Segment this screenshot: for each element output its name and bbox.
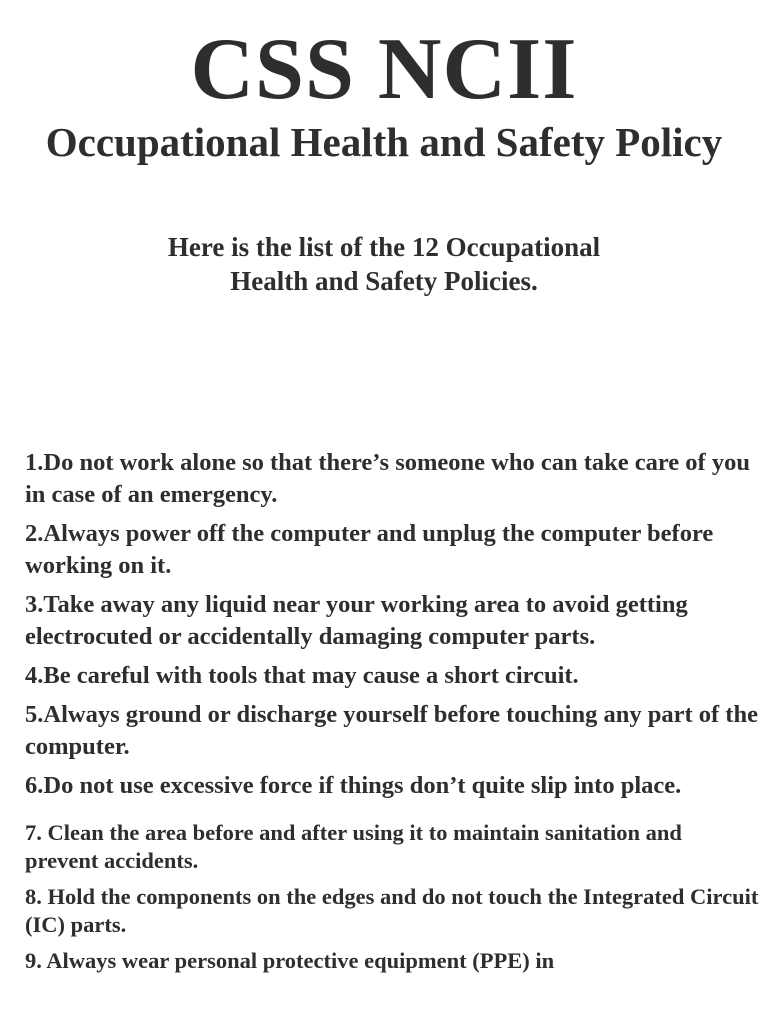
policy-item-5: 5.Always ground or discharge yourself before touching any part of the computer. [25, 701, 758, 760]
intro-text [84, 230, 684, 298]
document-subtitle: Occupational Health and Safety Policy [45, 119, 723, 165]
intro-line-1: Here is the list of the 12 Occupational [167, 232, 601, 262]
policy-item-6: 6.Do not use excessive force if things don’t quite slip into place. [25, 772, 682, 799]
policy-item-9: 9. Always wear personal protective equipment (PPE) in [25, 948, 555, 973]
policy-item-1: 1.Do not work alone so that there’s someone who can take care of you in case of an emergency. [25, 449, 750, 508]
intro-line-2: Health and Safety Policies. [230, 266, 538, 296]
document-title: CSS NCII [190, 21, 578, 118]
policy-list [25, 447, 760, 983]
policy-item-2: 2.Always power off the computer and unplug the computer before working on it. [25, 520, 714, 579]
policy-item-4: 4.Be careful with tools that may cause a short circuit. [25, 662, 579, 689]
policy-item-3: 3.Take away any liquid near your working area to avoid getting electrocuted or accidentally damaging computer parts. [25, 591, 688, 650]
policy-item-7: 7. Clean the area before and after using it to maintain sanitation and prevent accidents. [25, 820, 682, 873]
policy-item-8: 8. Hold the components on the edges and do not touch the Integrated Circuit (IC) parts. [25, 884, 759, 937]
